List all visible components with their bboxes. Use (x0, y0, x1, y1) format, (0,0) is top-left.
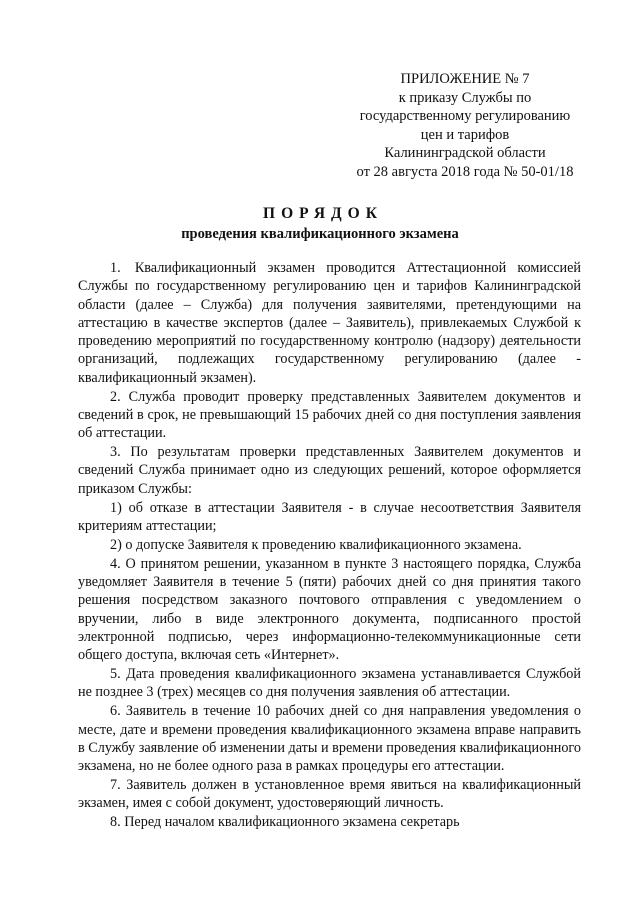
order-date-number: от 28 августа 2018 года № 50-01/18 (356, 163, 574, 180)
paragraph-1: 1. Квалификационный экзамен проводится Аттестационной комиссией Службы по государственному регулированию цен и тарифов Калининградской области (далее – Служба) для получения заявителями, претендующими на аттестацию в качестве экспертов (далее – Заявитель), привлекаемых Службой к проведению мероприятий по государственному контролю (надзору) деятельности организаций, подлежащих государственному регулированию (далее - квалификационный экзамен). (78, 260, 581, 386)
paragraph-4: 4. О принятом решении, указанном в пункте 3 настоящего порядка, Служба уведомляет Заявителя в течение 5 (пяти) рабочих дней со дня принятия такого решения посредством заказного почтового отправления с уведомлением о вручении, либо в виде электронного документа, подписанного простой электронной подписью, через информационно-телекоммуникационные сети общего доступа, включая сеть «Интернет». (78, 555, 581, 664)
document-title-block (0, 204, 640, 244)
order-reference-line: государственному регулированию (359, 108, 571, 125)
paragraph-2: 2. Служба проводит проверку представленных Заявителем документов и сведений в срок, не превышающий 15 рабочих дней со дня поступления заявления об аттестации. (78, 388, 581, 442)
order-reference-line: к приказу Службы по (398, 89, 532, 106)
appendix-number: ПРИЛОЖЕНИЕ № 7 (400, 71, 530, 87)
paragraph-7: 7. Заявитель должен в установленное время явиться на квалификационный экзамен, имея с собой документ, удостоверяющий личность. (78, 777, 581, 812)
order-reference-line: Калининградской области (384, 145, 546, 162)
document-subtitle: проведения квалификационного экзамена (181, 226, 459, 242)
order-reference-line: цен и тарифов (420, 126, 510, 143)
paragraph-6: 6. Заявитель в течение 10 рабочих дней со дня направления уведомления о месте, дате и времени проведения квалификационного экзамена вправе направить в Службу заявление об изменении даты и времени проведения квалификационного экзамена, но не более одного раза в рамках процедуры его аттестации. (78, 703, 581, 775)
paragraph-8: 8. Перед началом квалификационного экзамена секретарь (110, 814, 460, 831)
approval-header (330, 70, 600, 182)
paragraph-3-item-2: 2) о допуске Заявителя к проведению квалификационного экзамена. (110, 536, 522, 553)
paragraph-5: 5. Дата проведения квалификационного экзамена устанавливается Службой не позднее 3 (трех) месяцев со дня получения заявления об аттестации. (78, 666, 581, 701)
document-title: ПОРЯДОК (263, 205, 383, 222)
document-body (78, 259, 581, 832)
paragraph-3: 3. По результатам проверки представленных Заявителем документов и сведений Служба принимает одно из следующих решений, которое оформляется приказом Службы: (78, 444, 581, 497)
paragraph-3-item-1: 1) об отказе в аттестации Заявителя - в случае несоответствия Заявителя критериям аттестации; (78, 499, 581, 534)
